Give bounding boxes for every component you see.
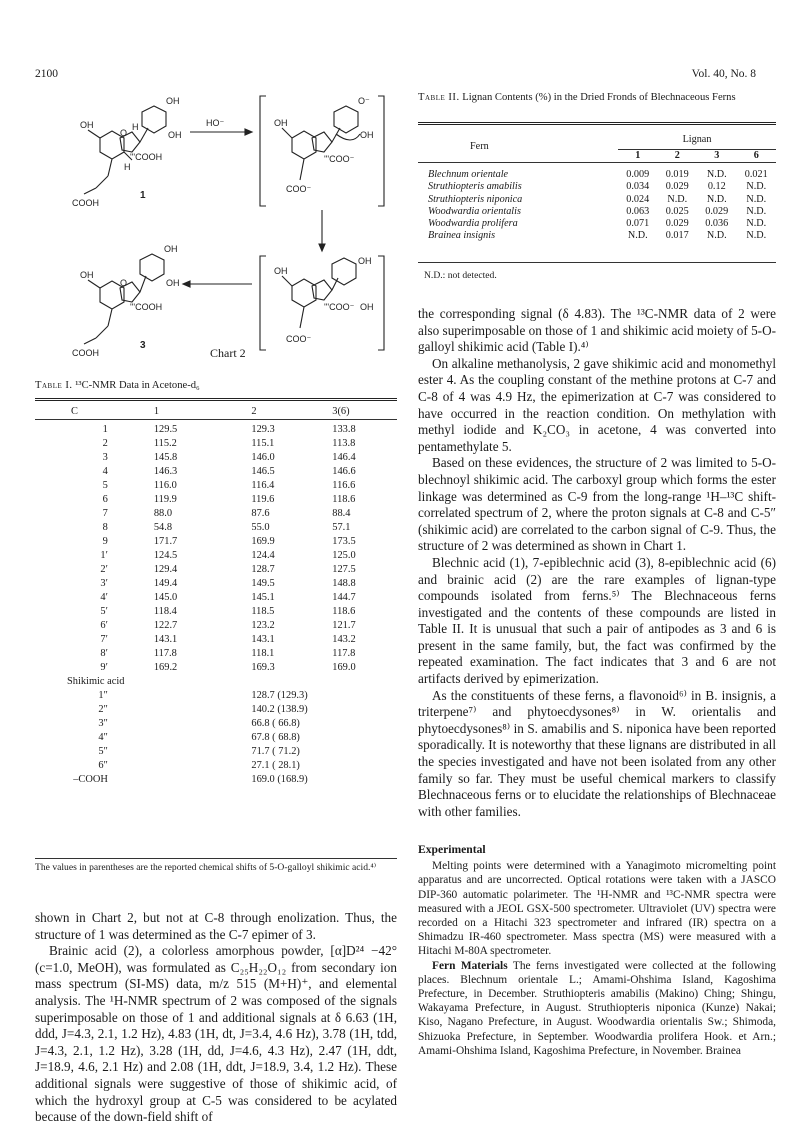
- table1-cell: –COOH: [73, 774, 108, 785]
- table2-cell: 0.029: [665, 181, 689, 193]
- label-coo-side: '''COO⁻: [324, 154, 355, 164]
- table1-cell: [332, 745, 397, 759]
- table1-cell: 3′: [100, 578, 108, 589]
- table1-row: [35, 535, 397, 549]
- table1-cell: [114, 717, 252, 731]
- table1-cell: [332, 717, 397, 731]
- table2-cell: 0.017: [665, 230, 689, 242]
- table1-cell: 129.4: [153, 564, 178, 575]
- table1-cell: 6: [102, 494, 108, 505]
- label-oh: OH: [80, 120, 94, 130]
- table2-cell: 0.071: [626, 218, 650, 230]
- table1-cell: 169.0 (168.9): [251, 774, 308, 785]
- right-paragraph: On alkaline methanolysis, 2 gave shikimic acid and monomethyl ester 4. As the coupling constant of the methine protons at C-7 and C-8 of 4 was 4.9 Hz, the epimerization at C-7 was considered to have occurred in the reaction condition. On methylation with methyl iodide and K₂CO₃ in acetone, 4 was converted into pentamethylate 5.: [418, 355, 776, 454]
- table1-cell: 1″: [98, 690, 108, 701]
- table2-cell: Blechnum orientale: [428, 169, 509, 181]
- table2-row: [418, 181, 776, 193]
- table2-row: [418, 206, 776, 218]
- table1-cell: 117.8: [153, 648, 177, 659]
- table2-cell: Struthiopteris amabilis: [428, 181, 522, 193]
- table1-row: [35, 493, 397, 507]
- table1-cell: 148.8: [332, 578, 356, 589]
- table1-cell: 115.2: [153, 438, 177, 449]
- table1-cell: 5″: [98, 746, 108, 757]
- table1-cell: 1′: [100, 550, 108, 561]
- table1-cell: 146.5: [251, 466, 275, 477]
- page-number: 2100: [35, 68, 58, 80]
- table2-col-header: 3: [714, 150, 720, 161]
- table2-cell: Woodwardia prolifera: [428, 218, 518, 230]
- table1-cell: 169.0: [332, 662, 356, 673]
- table2-title-text: Lignan Contents (%) in the Dried Fronds of Blechnaceous Ferns: [462, 92, 736, 103]
- table2-cell: 0.036: [705, 218, 729, 230]
- table1-cell: 54.8: [153, 522, 173, 533]
- table1-cell: 88.0: [153, 508, 173, 519]
- table1-row: [35, 633, 397, 647]
- label-oh: OH: [358, 256, 372, 266]
- table1-cell: [114, 745, 252, 759]
- table1-cell: 124.4: [251, 550, 275, 561]
- table1-cell: 1: [102, 424, 108, 435]
- label-oh: OH: [274, 266, 288, 276]
- table1-cell: [114, 703, 252, 717]
- table1-row: [35, 577, 397, 591]
- table1-cell: 144.7: [332, 592, 356, 603]
- table1-row: [35, 507, 397, 521]
- table2-cell: N.D.: [706, 193, 727, 205]
- table2-cell: N.D.: [667, 193, 688, 205]
- table1-cell: 171.7: [153, 536, 178, 547]
- table2-cell: N.D.: [746, 205, 767, 217]
- table1-prefix: Table I.: [35, 380, 73, 391]
- table2-cell: N.D.: [746, 181, 767, 193]
- label-h: H: [124, 162, 131, 172]
- compound-label-3: 3: [140, 340, 146, 351]
- chart2-scheme: [60, 88, 405, 360]
- table1-cell: 5: [102, 480, 108, 491]
- right-paragraph: Blechnic acid (1), 7-epiblechnic acid (3), 8-epiblechnic acid (6) and brainic acid (2) are the rare examples of lignan-type compounds isolated from ferns.⁵⁾ The Blechnaceous ferns investigated and the contents of these compounds are listed in Table II. It is unusual that such a pair of antipodes as 3 and 6 is present in the same family, but, the fact was confirmed by the repeated examination. The fact indicates that 3 and 6 are not artifacts derived by epimerization.: [418, 554, 776, 687]
- table1-row: [35, 759, 397, 773]
- table1-cell: 27.1 ( 28.1): [251, 760, 300, 771]
- table1-cell: [332, 759, 397, 773]
- table2-fern-header: Fern: [470, 140, 489, 152]
- table1-cell: 121.7: [332, 620, 356, 631]
- table1-cell: 66.8 ( 66.8): [251, 718, 300, 729]
- table2-cell: N.D.: [706, 230, 727, 242]
- table1-cell: 146.0: [251, 452, 275, 463]
- table1-cell: 87.6: [251, 508, 270, 519]
- table2-cell: 0.024: [626, 193, 650, 205]
- table1-cell: 146.4: [332, 452, 356, 463]
- table1-cell: 124.5: [153, 550, 178, 561]
- table2-cell: 0.12: [707, 181, 726, 193]
- label-coo-side: '''COO⁻: [324, 302, 355, 312]
- table2-cell: 0.029: [705, 205, 729, 217]
- label-cooh: COOH: [72, 348, 99, 358]
- table1-cell: 118.6: [332, 494, 356, 505]
- table2-title: [418, 92, 776, 105]
- table1-cell: 116.0: [153, 480, 177, 491]
- table2-cell: 0.019: [665, 169, 689, 181]
- table1-row: [35, 647, 397, 661]
- table1-row: [35, 479, 397, 493]
- table1-cell: 169.9: [251, 536, 275, 547]
- table1-row: [35, 731, 397, 745]
- table1-cell: 143.1: [153, 634, 178, 645]
- table2-cell: 0.009: [626, 169, 650, 181]
- reagent-label: HO⁻: [206, 118, 225, 128]
- table1-cell: [332, 773, 397, 787]
- table1-cell: 113.8: [332, 438, 356, 449]
- table1-cell: 145.0: [153, 592, 178, 603]
- table1-cell: 123.2: [251, 620, 275, 631]
- label-o: O: [120, 128, 128, 138]
- table2: [418, 122, 776, 242]
- table1-title-text: ¹³C-NMR Data in Acetone-d₆: [75, 380, 200, 391]
- table2-prefix: Table II.: [418, 92, 460, 103]
- table1-cell: 4″: [98, 732, 108, 743]
- table1-row: [35, 423, 397, 437]
- table1-cell: [114, 773, 252, 787]
- table2-cell: 0.025: [665, 205, 689, 217]
- table1-cell: 7: [102, 508, 108, 519]
- left-paragraph: shown in Chart 2, but not at C-8 through enolization. Thus, the structure of 1 was determined as the C-7 epimer of 3.: [35, 910, 397, 942]
- label-oh: OH: [80, 270, 94, 280]
- table2-row: [418, 218, 776, 230]
- label-coo: COO⁻: [286, 334, 312, 344]
- table1-cell: 9: [102, 536, 108, 547]
- table1-cell: 143.1: [251, 634, 275, 645]
- table2-cell: N.D.: [746, 218, 767, 230]
- label-oh: OH: [360, 302, 374, 312]
- table1-row: [35, 465, 397, 479]
- table2-cell: N.D.: [706, 169, 727, 181]
- table1-cell: 169.2: [153, 662, 178, 673]
- table1-row: [35, 661, 397, 675]
- compound-label-1: 1: [140, 190, 146, 201]
- table1-cell: 119.9: [153, 494, 177, 505]
- table2-cell: N.D.: [746, 193, 767, 205]
- table1-cell: 6″: [98, 760, 108, 771]
- table1-cell: 118.4: [153, 606, 177, 617]
- left-paragraph: Brainic acid (2), a colorless amorphous powder, [α]D²⁴ −42° (c=1.0, MeOH), was formulated as C₂₅H₂₂O₁₂ from secondary ion mass spectrum (SI-MS) data, m/z 515 (M+H)⁺, and elemental analysis. The ¹H-NMR spectrum of 2 was composed of the signals superimposable on those of 1 and additional signals at δ 6.63 (1H, ddd, J=4.3, 2.1, 1.2 Hz), 4.83 (1H, dt, J=3.4, 4.6 Hz), 3.78 (1H, tdd, J=4.3, 2.1, 1.2 Hz), 3.28 (1H, dd, J=4.6, 4.3 Hz), 2.47 (1H, ddt, J=18.9, 4.6, 2.1 Hz) and 2.08 (1H, ddt, J=18.9, 3.4, 1.2 Hz). These additional signals were suggestive of those of shikimic acid, of which the hydroxyl group at C-5 was considered to be acylated because of the down-field shift of: [35, 943, 397, 1125]
- experimental-heading: Experimental: [418, 843, 486, 856]
- fern-materials-label: Fern Materials: [432, 959, 508, 972]
- label-oh: OH: [360, 130, 374, 140]
- table1-row: [35, 689, 397, 703]
- table1-col-header: 2: [251, 406, 257, 417]
- label-o: O: [120, 278, 128, 288]
- table1-cell: 146.3: [153, 466, 178, 477]
- table1-cell: 173.5: [332, 536, 356, 547]
- table1-row: [35, 591, 397, 605]
- reaction-scheme-figure: [60, 88, 405, 360]
- table1-cell: 149.4: [153, 578, 178, 589]
- table1-cell: 8′: [100, 648, 108, 659]
- table1-cell: 71.7 ( 71.2): [251, 746, 300, 757]
- table2-row: [418, 230, 776, 242]
- table2-cell: Brainea insignis: [428, 230, 496, 242]
- experimental-paragraph: [418, 959, 776, 1058]
- table1-row: [35, 451, 397, 465]
- table1-cell: 117.8: [332, 648, 356, 659]
- table1-cell: 4′: [100, 592, 108, 603]
- table1-cell: 116.4: [251, 480, 275, 491]
- table1-section-label-cell: Shikimic acid: [67, 676, 125, 687]
- table1-row: [35, 521, 397, 535]
- table1-row: [35, 437, 397, 451]
- table1-cell: 129.3: [251, 424, 275, 435]
- table1-row: [35, 717, 397, 731]
- table1-row: [35, 619, 397, 633]
- table1-cell: 2″: [98, 704, 108, 715]
- experimental-section: [418, 843, 776, 1058]
- table2-body: [418, 169, 776, 242]
- table2-col-header: 2: [674, 150, 680, 161]
- table1-cell: 128.7: [251, 564, 275, 575]
- table2-row: [418, 169, 776, 181]
- table2-cell: 0.021: [744, 169, 768, 181]
- table2-footnote: N.D.: not detected.: [424, 270, 497, 281]
- table1-bottom-rule: [35, 858, 397, 859]
- table2-cell: Struthiopteris niponica: [428, 193, 523, 205]
- label-cooh-side: '''COOH: [130, 302, 163, 312]
- table1-cell: 145.1: [251, 592, 275, 603]
- table2-lignan-header: Lignan: [618, 131, 776, 150]
- label-coo: COO⁻: [286, 184, 312, 194]
- table1-cell: 6′: [100, 620, 108, 631]
- table2-cell: N.D.: [746, 230, 767, 242]
- table2-col-header: 6: [753, 150, 759, 161]
- table1-cell: 146.6: [332, 466, 356, 477]
- right-paragraph: the corresponding signal (δ 4.83). The ¹³C-NMR data of 2 were also superimposable on those of 1 and shikimic acid moiety of 5-O-galloyl shikimic acid (Table I).⁴⁾: [418, 306, 776, 355]
- table2-cell: 0.029: [665, 218, 689, 230]
- label-oh: OH: [166, 96, 180, 106]
- table1-cell: 127.5: [332, 564, 356, 575]
- label-oh: OH: [168, 130, 182, 140]
- table1-body: [35, 423, 397, 787]
- table1-cell: [332, 689, 397, 703]
- right-column-text: [418, 306, 776, 820]
- table2-cell: 0.034: [626, 181, 650, 193]
- table1-section-label: [35, 675, 397, 689]
- label-cooh: COOH: [72, 198, 99, 208]
- table1-cell: 67.8 ( 68.8): [251, 732, 300, 743]
- table1-cell: 57.1: [332, 522, 351, 533]
- table1-cell: 118.1: [251, 648, 275, 659]
- table1-cell: [114, 731, 252, 745]
- table1-cell: 145.8: [153, 452, 178, 463]
- table1-col-header: C: [70, 406, 78, 417]
- table1-cell: 118.6: [332, 606, 356, 617]
- table1-cell: 143.2: [332, 634, 356, 645]
- table1-cell: [114, 689, 252, 703]
- table1-cell: 2: [102, 438, 108, 449]
- label-oh: OH: [166, 278, 180, 288]
- table2-col-header: 1: [635, 150, 641, 161]
- table1-cell: 2′: [100, 564, 108, 575]
- table1-cell: 55.0: [251, 522, 270, 533]
- table1-cell: 3″: [98, 718, 108, 729]
- table1: [35, 398, 397, 787]
- table2-cell: 0.063: [626, 205, 650, 217]
- experimental-paragraph: Melting points were determined with a Yanagimoto micromelting point apparatus and are uncorrected. Optical rotations were taken with a JASCO DIP-360 automatic polarimeter. The ¹H-NMR and ¹³C-NMR spectra were measured with a JEOL GSX-500 spectrometer. Ultraviolet (UV) spectra were recorded on a Hitachi 323 spectrometer and infrared (IR) spectra on a Shimadzu IR-460 spectrometer. Mass spectra (MS) were measured with a Hitachi M-80A spectrometer.: [418, 860, 776, 958]
- chart2-caption: Chart 2: [210, 346, 246, 360]
- table1-title: [35, 380, 200, 391]
- fern-materials-text: The ferns investigated were collected at the following places. Blechnum orientale L.; Amami-Ohshima Island, Kagoshima Prefecture, in December. Struthiopteris amabilis (Makino) Ching; Shingu, Wakayama Prefecture, in August. Struthiopteris niponica (Kunze) Nakai; Kiso, Nagano Prefecture, in August. Woodwardia orientalis Sw.; Shimoda, Shizuoka Prefecture, in September. Woodwardia prolifera Hook. et Arn.; Amami-Ohshima Island, Kagoshima Prefecture, in November. Brainea: [418, 959, 776, 1057]
- table1-row: [35, 703, 397, 717]
- table1-col-header: 3(6): [332, 406, 350, 417]
- table1-cell: 5′: [100, 606, 108, 617]
- table1-footnote: The values in parentheses are the reported chemical shifts of 5-O-galloyl shikimic acid.⁴⁾: [35, 862, 377, 873]
- table1-cell: 125.0: [332, 550, 356, 561]
- table1-cell: 140.2 (138.9): [251, 704, 308, 715]
- label-ocarb: O⁻: [358, 96, 370, 106]
- table1-cell: 149.5: [251, 578, 275, 589]
- table2-cell: Woodwardia orientalis: [428, 205, 521, 217]
- table2-cell: N.D.: [627, 230, 648, 242]
- label-cooh-side: '''COOH: [130, 152, 163, 162]
- table1-cell: 115.1: [251, 438, 275, 449]
- left-column-text: [35, 910, 397, 1126]
- label-oh: OH: [164, 244, 178, 254]
- table1-row: [35, 605, 397, 619]
- table1-cell: 122.7: [153, 620, 178, 631]
- table1-cell: 3: [102, 452, 108, 463]
- table1-cell: 129.5: [153, 424, 178, 435]
- label-h: H: [132, 122, 139, 132]
- table1-cell: 119.6: [251, 494, 275, 505]
- right-paragraph: As the constituents of these ferns, a flavonoid⁶⁾ in B. insignis, a triterpene⁷⁾ and phytoecdysones⁸⁾ in W. orientalis and phytoecdysones⁸⁾ in S. amabilis and S. niponica have been reported sporadically. It is noteworthy that these lignans are distributed in all the species investigated and have not been isolated from any other family so far. They must be useful chemical markers to classify Blechnaceous ferns or to elucidate the relationships of Blechnaceae with other families.: [418, 687, 776, 819]
- label-oh: OH: [274, 118, 288, 128]
- table1-cell: 4: [102, 466, 108, 477]
- table1-cell: 7′: [100, 634, 108, 645]
- table1-cell: [332, 731, 397, 745]
- volume-label: Vol. 40, No. 8: [691, 68, 756, 80]
- table2-bottom-rule: [418, 262, 776, 263]
- table1-cell: 9′: [100, 662, 108, 673]
- table1-cell: 88.4: [332, 508, 351, 519]
- table1-row: [35, 563, 397, 577]
- table1-cell: 116.6: [332, 480, 356, 491]
- table1-cell: 133.8: [332, 424, 356, 435]
- table1-cell: 128.7 (129.3): [251, 690, 308, 701]
- table1-cell: 8: [102, 522, 108, 533]
- table1-col-header: 1: [153, 406, 160, 417]
- table1-row: [35, 773, 397, 787]
- table1-cell: [114, 759, 252, 773]
- table1-row: [35, 745, 397, 759]
- table1-cell: 118.5: [251, 606, 275, 617]
- table1-cell: 169.3: [251, 662, 275, 673]
- table1-row: [35, 549, 397, 563]
- table1-cell: [332, 703, 397, 717]
- table2-row: [418, 194, 776, 206]
- right-paragraph: Based on these evidences, the structure of 2 was limited to 5-O-blechnoyl shikimic acid. The carboxyl group which forms the ester linkage was determined as C-9 from the long-range ¹H–¹³C shift-correlated spectrum of 2, where the proton signals at C-8 and C-5″ (shikimic acid) are correlated to the carbon signal of C-9. Thus, the structure of 2 was determined as shown in Chart 1.: [418, 455, 776, 554]
- table1-header: [35, 405, 397, 420]
